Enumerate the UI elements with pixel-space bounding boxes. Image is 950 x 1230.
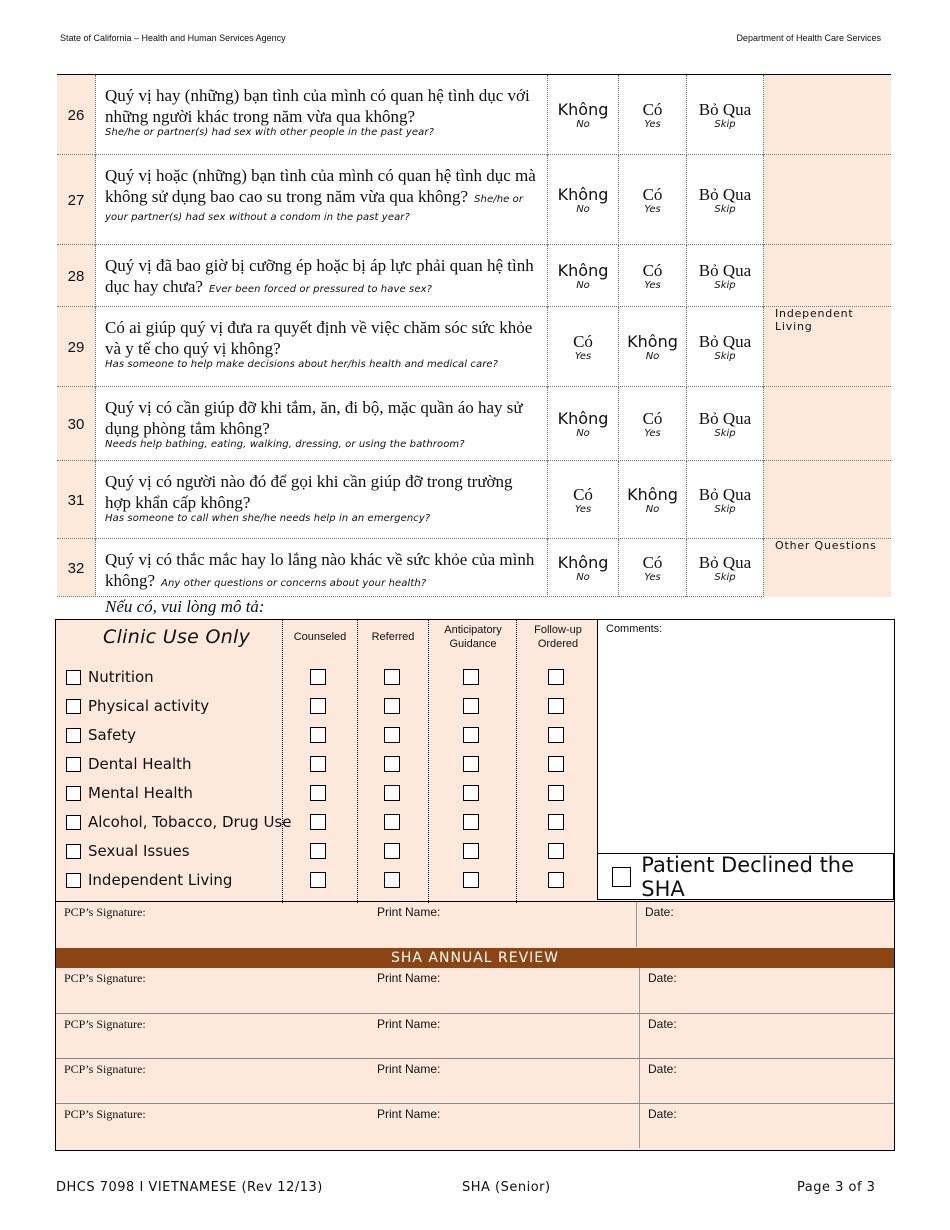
- question-vi: Quý vị hoặc (những) bạn tình của mình có quan hệ tình dục mà không sử dụng bao cao su trong năm vừa qua không?: [105, 166, 536, 206]
- answer-vi: Bỏ Qua: [698, 99, 752, 119]
- topic-label: Nutrition: [88, 668, 154, 686]
- question-vi: Quý vị có cần giúp đỡ khi tắm, ăn, đi bộ, mặc quần áo hay sử dụng phòng tắm không?: [105, 398, 523, 438]
- answer-en: No: [645, 503, 660, 515]
- question-number: 26: [57, 75, 96, 155]
- clinic-title: Clinic Use Only: [103, 626, 251, 648]
- clinic-topic[interactable]: [66, 697, 209, 715]
- answer-vi: Không: [557, 99, 609, 119]
- print-name-label: Print Name:: [377, 971, 441, 985]
- topic-checkbox[interactable]: [66, 815, 81, 830]
- question-text-cell: [96, 245, 548, 307]
- answer-option[interactable]: [548, 387, 619, 461]
- clinic-use-box: [55, 619, 895, 1151]
- answer-option[interactable]: [687, 539, 764, 597]
- clinic-topic[interactable]: [66, 784, 193, 802]
- answer-option[interactable]: [687, 155, 764, 245]
- answer-en: No: [645, 350, 660, 362]
- pcp-signature-label: PCP’s Signature:: [64, 971, 146, 985]
- print-name-label: Print Name:: [377, 1062, 441, 1076]
- annual-review-signature-row: [56, 1103, 894, 1148]
- topic-checkbox[interactable]: [66, 699, 81, 714]
- annual-review-signature-row: [56, 1058, 894, 1103]
- topic-checkbox[interactable]: [66, 844, 81, 859]
- clinic-topic[interactable]: [66, 755, 192, 773]
- col-follow-up-ordered: Follow-up Ordered: [534, 624, 582, 650]
- question-row-26: [57, 74, 891, 155]
- answer-vi: Không: [627, 484, 678, 504]
- print-name-label: Print Name:: [377, 905, 441, 919]
- questions-table: [57, 74, 891, 596]
- footer-form-name: SHA (Senior): [462, 1180, 551, 1195]
- topic-checkbox[interactable]: [66, 786, 81, 801]
- pcp-signature-label: PCP’s Signature:: [64, 1017, 146, 1031]
- answer-option[interactable]: [619, 539, 687, 597]
- topic-col-4-checkbox[interactable]: [548, 843, 564, 859]
- answer-option[interactable]: [619, 461, 687, 539]
- print-name-label: Print Name:: [377, 1017, 441, 1031]
- footer-page: Page 3 of 3: [797, 1180, 876, 1195]
- col-referred: Referred: [371, 631, 415, 643]
- clinic-topic[interactable]: [66, 871, 232, 889]
- question-vi: Quý vị hay (những) bạn tình của mình có quan hệ tình dục với những người khác trong năm vừa qua không?: [105, 86, 530, 126]
- answer-en: No: [576, 571, 590, 583]
- question-text-cell: [96, 387, 548, 461]
- question-en: Ever been forced or pressured to have sex?: [208, 284, 433, 295]
- question-en: Has someone to call when she/he needs help in an emergency?: [105, 513, 431, 524]
- comments-label: Comments:: [606, 623, 663, 635]
- clinic-topic[interactable]: [66, 842, 190, 860]
- answer-option[interactable]: [687, 461, 764, 539]
- question-en: She/he or your partner(s) had sex without a condom in the past year?: [105, 194, 524, 223]
- topic-col-3-checkbox[interactable]: [463, 872, 479, 888]
- annual-review-signature-row: [56, 968, 894, 1013]
- answer-en: Yes: [644, 279, 661, 291]
- answer-en: No: [576, 427, 590, 439]
- answer-option[interactable]: [687, 387, 764, 461]
- answer-vi: Có: [573, 484, 593, 504]
- question-vi: Quý vị có thắc mắc hay lo lắng nào khác về sức khỏe của mình không?: [105, 550, 535, 590]
- col-counseled: Counseled: [293, 631, 347, 643]
- question-number: 32: [57, 539, 96, 597]
- topic-col-4-checkbox[interactable]: [548, 872, 564, 888]
- answer-option[interactable]: [548, 155, 619, 245]
- answer-en: Skip: [714, 503, 736, 515]
- answer-en: Skip: [714, 118, 736, 130]
- answer-en: Yes: [644, 118, 661, 130]
- col-anticipatory-guidance: Anticipatory Guidance: [444, 624, 502, 650]
- signature-row-primary: [56, 901, 894, 947]
- question-en: Any other questions or concerns about your health?: [161, 578, 427, 589]
- topic-col-2-checkbox[interactable]: [384, 669, 400, 685]
- question-text-cell: [96, 307, 548, 387]
- topic-col-2-checkbox[interactable]: [384, 872, 400, 888]
- answer-en: Yes: [574, 503, 592, 515]
- answer-option[interactable]: [548, 75, 619, 155]
- answer-option[interactable]: [619, 75, 687, 155]
- question-en: Has someone to help make decisions about her/his health and medical care?: [105, 359, 499, 370]
- question-text-cell: [96, 461, 548, 539]
- topic-col-3-checkbox[interactable]: [463, 727, 479, 743]
- topic-col-1-checkbox[interactable]: [310, 698, 326, 714]
- topic-col-3-checkbox[interactable]: [463, 698, 479, 714]
- section-independent-living: Independent Living: [775, 307, 854, 333]
- section-side-cell: [764, 155, 891, 245]
- date-label: Date:: [648, 971, 677, 985]
- declined-label: Patient Declined the SHA: [641, 852, 855, 901]
- topic-col-2-checkbox[interactable]: [384, 814, 400, 830]
- answer-vi: Bỏ Qua: [698, 484, 752, 504]
- topic-col-3-checkbox[interactable]: [463, 843, 479, 859]
- topic-col-1-checkbox[interactable]: [310, 843, 326, 859]
- question-vi: Quý vị có người nào đó để gọi khi cần giúp đỡ trong trường hợp khẩn cấp không?: [105, 472, 513, 512]
- question-row-27: [57, 154, 891, 245]
- topic-col-2-checkbox[interactable]: [384, 756, 400, 772]
- answer-en: No: [576, 118, 590, 130]
- declined-checkbox[interactable]: [612, 867, 631, 887]
- pcp-signature-label: PCP’s Signature:: [64, 1107, 146, 1121]
- answer-option[interactable]: [619, 245, 687, 307]
- answer-option[interactable]: [619, 155, 687, 245]
- topic-col-2-checkbox[interactable]: [384, 698, 400, 714]
- describe-prompt: Nếu có, vui lòng mô tả:: [105, 597, 265, 616]
- answer-en: Skip: [714, 427, 736, 439]
- topic-col-4-checkbox[interactable]: [548, 814, 564, 830]
- topic-checkbox[interactable]: [66, 670, 81, 685]
- answer-vi: Bỏ Qua: [698, 552, 752, 572]
- topic-label: Physical activity: [88, 697, 210, 715]
- question-number: 28: [57, 245, 96, 307]
- question-number: 31: [57, 461, 96, 539]
- topic-col-3-checkbox[interactable]: [463, 814, 479, 830]
- topic-checkbox[interactable]: [66, 873, 81, 888]
- answer-vi: Bỏ Qua: [698, 184, 752, 204]
- question-row-28: [57, 244, 891, 307]
- question-text-cell: [96, 155, 548, 245]
- print-name-label: Print Name:: [377, 1107, 441, 1121]
- answer-vi: Có: [642, 184, 663, 204]
- topic-col-2-checkbox[interactable]: [384, 727, 400, 743]
- topic-col-1-checkbox[interactable]: [310, 872, 326, 888]
- topic-col-3-checkbox[interactable]: [463, 785, 479, 801]
- question-row-32: [57, 538, 891, 597]
- header-department: Department of Health Care Services: [736, 33, 881, 43]
- answer-vi: Bỏ Qua: [698, 331, 752, 351]
- question-vi: Quý vị đã bao giờ bị cưỡng ép hoặc bị áp lực phải quan hệ tình dục hay chưa?: [105, 256, 534, 296]
- footer-form-id: DHCS 7098 I VIETNAMESE (Rev 12/13): [56, 1180, 323, 1195]
- answer-en: Yes: [644, 203, 661, 215]
- question-en: Needs help bathing, eating, walking, dressing, or using the bathroom?: [105, 439, 465, 450]
- question-text-cell: [96, 75, 548, 155]
- topic-col-1-checkbox[interactable]: [310, 814, 326, 830]
- topic-col-1-checkbox[interactable]: [310, 756, 326, 772]
- section-side-cell: [764, 461, 891, 539]
- date-label: Date:: [645, 905, 674, 919]
- answer-vi: Không: [557, 552, 609, 572]
- topic-col-1-checkbox[interactable]: [310, 669, 326, 685]
- annual-review-band: SHA ANNUAL REVIEW: [56, 948, 894, 968]
- answer-vi: Không: [627, 331, 678, 351]
- answer-option[interactable]: [687, 75, 764, 155]
- answer-vi: Có: [642, 260, 663, 280]
- topic-label: Independent Living: [88, 871, 233, 889]
- answer-vi: Bỏ Qua: [698, 408, 752, 428]
- topic-col-4-checkbox[interactable]: [548, 785, 564, 801]
- question-row-31: [57, 460, 891, 539]
- date-label: Date:: [648, 1107, 677, 1121]
- comments-box[interactable]: [597, 620, 894, 853]
- question-number: 30: [57, 387, 96, 461]
- header-agency: State of California – Health and Human Services Agency: [60, 33, 286, 43]
- answer-en: No: [576, 279, 590, 291]
- clinic-topic[interactable]: [66, 813, 292, 831]
- topic-checkbox[interactable]: [66, 728, 81, 743]
- answer-vi: Bỏ Qua: [698, 260, 752, 280]
- section-side-cell: [764, 245, 891, 307]
- question-en: She/he or partner(s) had sex with other people in the past year?: [105, 127, 435, 138]
- answer-option[interactable]: [548, 307, 619, 387]
- patient-declined-option[interactable]: [597, 853, 894, 900]
- answer-en: Skip: [714, 279, 736, 291]
- answer-en: Skip: [714, 203, 736, 215]
- topic-label: Alcohol, Tobacco, Drug Use: [88, 813, 292, 831]
- clinic-topic[interactable]: [66, 726, 136, 744]
- clinic-topic[interactable]: [66, 668, 154, 686]
- answer-en: No: [576, 203, 590, 215]
- topic-col-3-checkbox[interactable]: [463, 669, 479, 685]
- answer-en: Skip: [714, 350, 736, 362]
- section-side-cell: [764, 75, 891, 155]
- answer-option[interactable]: [687, 307, 764, 387]
- topic-label: Safety: [88, 726, 136, 744]
- pcp-signature-label: PCP’s Signature:: [64, 1062, 146, 1076]
- answer-option[interactable]: [619, 307, 687, 387]
- answer-vi: Có: [642, 99, 663, 119]
- topic-col-1-checkbox[interactable]: [310, 727, 326, 743]
- section-side-cell: [764, 387, 891, 461]
- answer-vi: Có: [573, 331, 593, 351]
- question-row-29: [57, 306, 891, 387]
- answer-option[interactable]: [687, 245, 764, 307]
- answer-en: Yes: [644, 571, 661, 583]
- question-vi: Có ai giúp quý vị đưa ra quyết định về việc chăm sóc sức khỏe và y tế cho quý vị không?: [105, 318, 533, 358]
- answer-vi: Không: [557, 260, 609, 280]
- answer-vi: Không: [557, 408, 609, 428]
- answer-option[interactable]: [548, 539, 619, 597]
- section-other-questions: Other Questions: [775, 539, 877, 552]
- annual-review-signature-row: [56, 1013, 894, 1058]
- question-text-cell: [96, 539, 548, 597]
- answer-vi: Không: [557, 184, 609, 204]
- date-label: Date:: [648, 1017, 677, 1031]
- pcp-signature-label: PCP’s Signature:: [64, 905, 146, 919]
- topic-col-4-checkbox[interactable]: [548, 669, 564, 685]
- topic-col-4-checkbox[interactable]: [548, 727, 564, 743]
- topic-label: Dental Health: [88, 755, 192, 773]
- question-number: 27: [57, 155, 96, 245]
- question-row-30: [57, 386, 891, 461]
- question-number: 29: [57, 307, 96, 387]
- topic-checkbox[interactable]: [66, 757, 81, 772]
- answer-option[interactable]: [619, 387, 687, 461]
- answer-en: Yes: [574, 350, 592, 362]
- answer-vi: Có: [642, 552, 663, 572]
- answer-en: Yes: [644, 427, 661, 439]
- topic-col-4-checkbox[interactable]: [548, 756, 564, 772]
- answer-option[interactable]: [548, 461, 619, 539]
- topic-col-4-checkbox[interactable]: [548, 698, 564, 714]
- topic-col-1-checkbox[interactable]: [310, 785, 326, 801]
- topic-col-2-checkbox[interactable]: [384, 843, 400, 859]
- topic-label: Mental Health: [88, 784, 193, 802]
- topic-col-2-checkbox[interactable]: [384, 785, 400, 801]
- answer-en: Skip: [714, 571, 736, 583]
- answer-vi: Có: [642, 408, 663, 428]
- answer-option[interactable]: [548, 245, 619, 307]
- date-label: Date:: [648, 1062, 677, 1076]
- topic-label: Sexual Issues: [88, 842, 190, 860]
- topic-col-3-checkbox[interactable]: [463, 756, 479, 772]
